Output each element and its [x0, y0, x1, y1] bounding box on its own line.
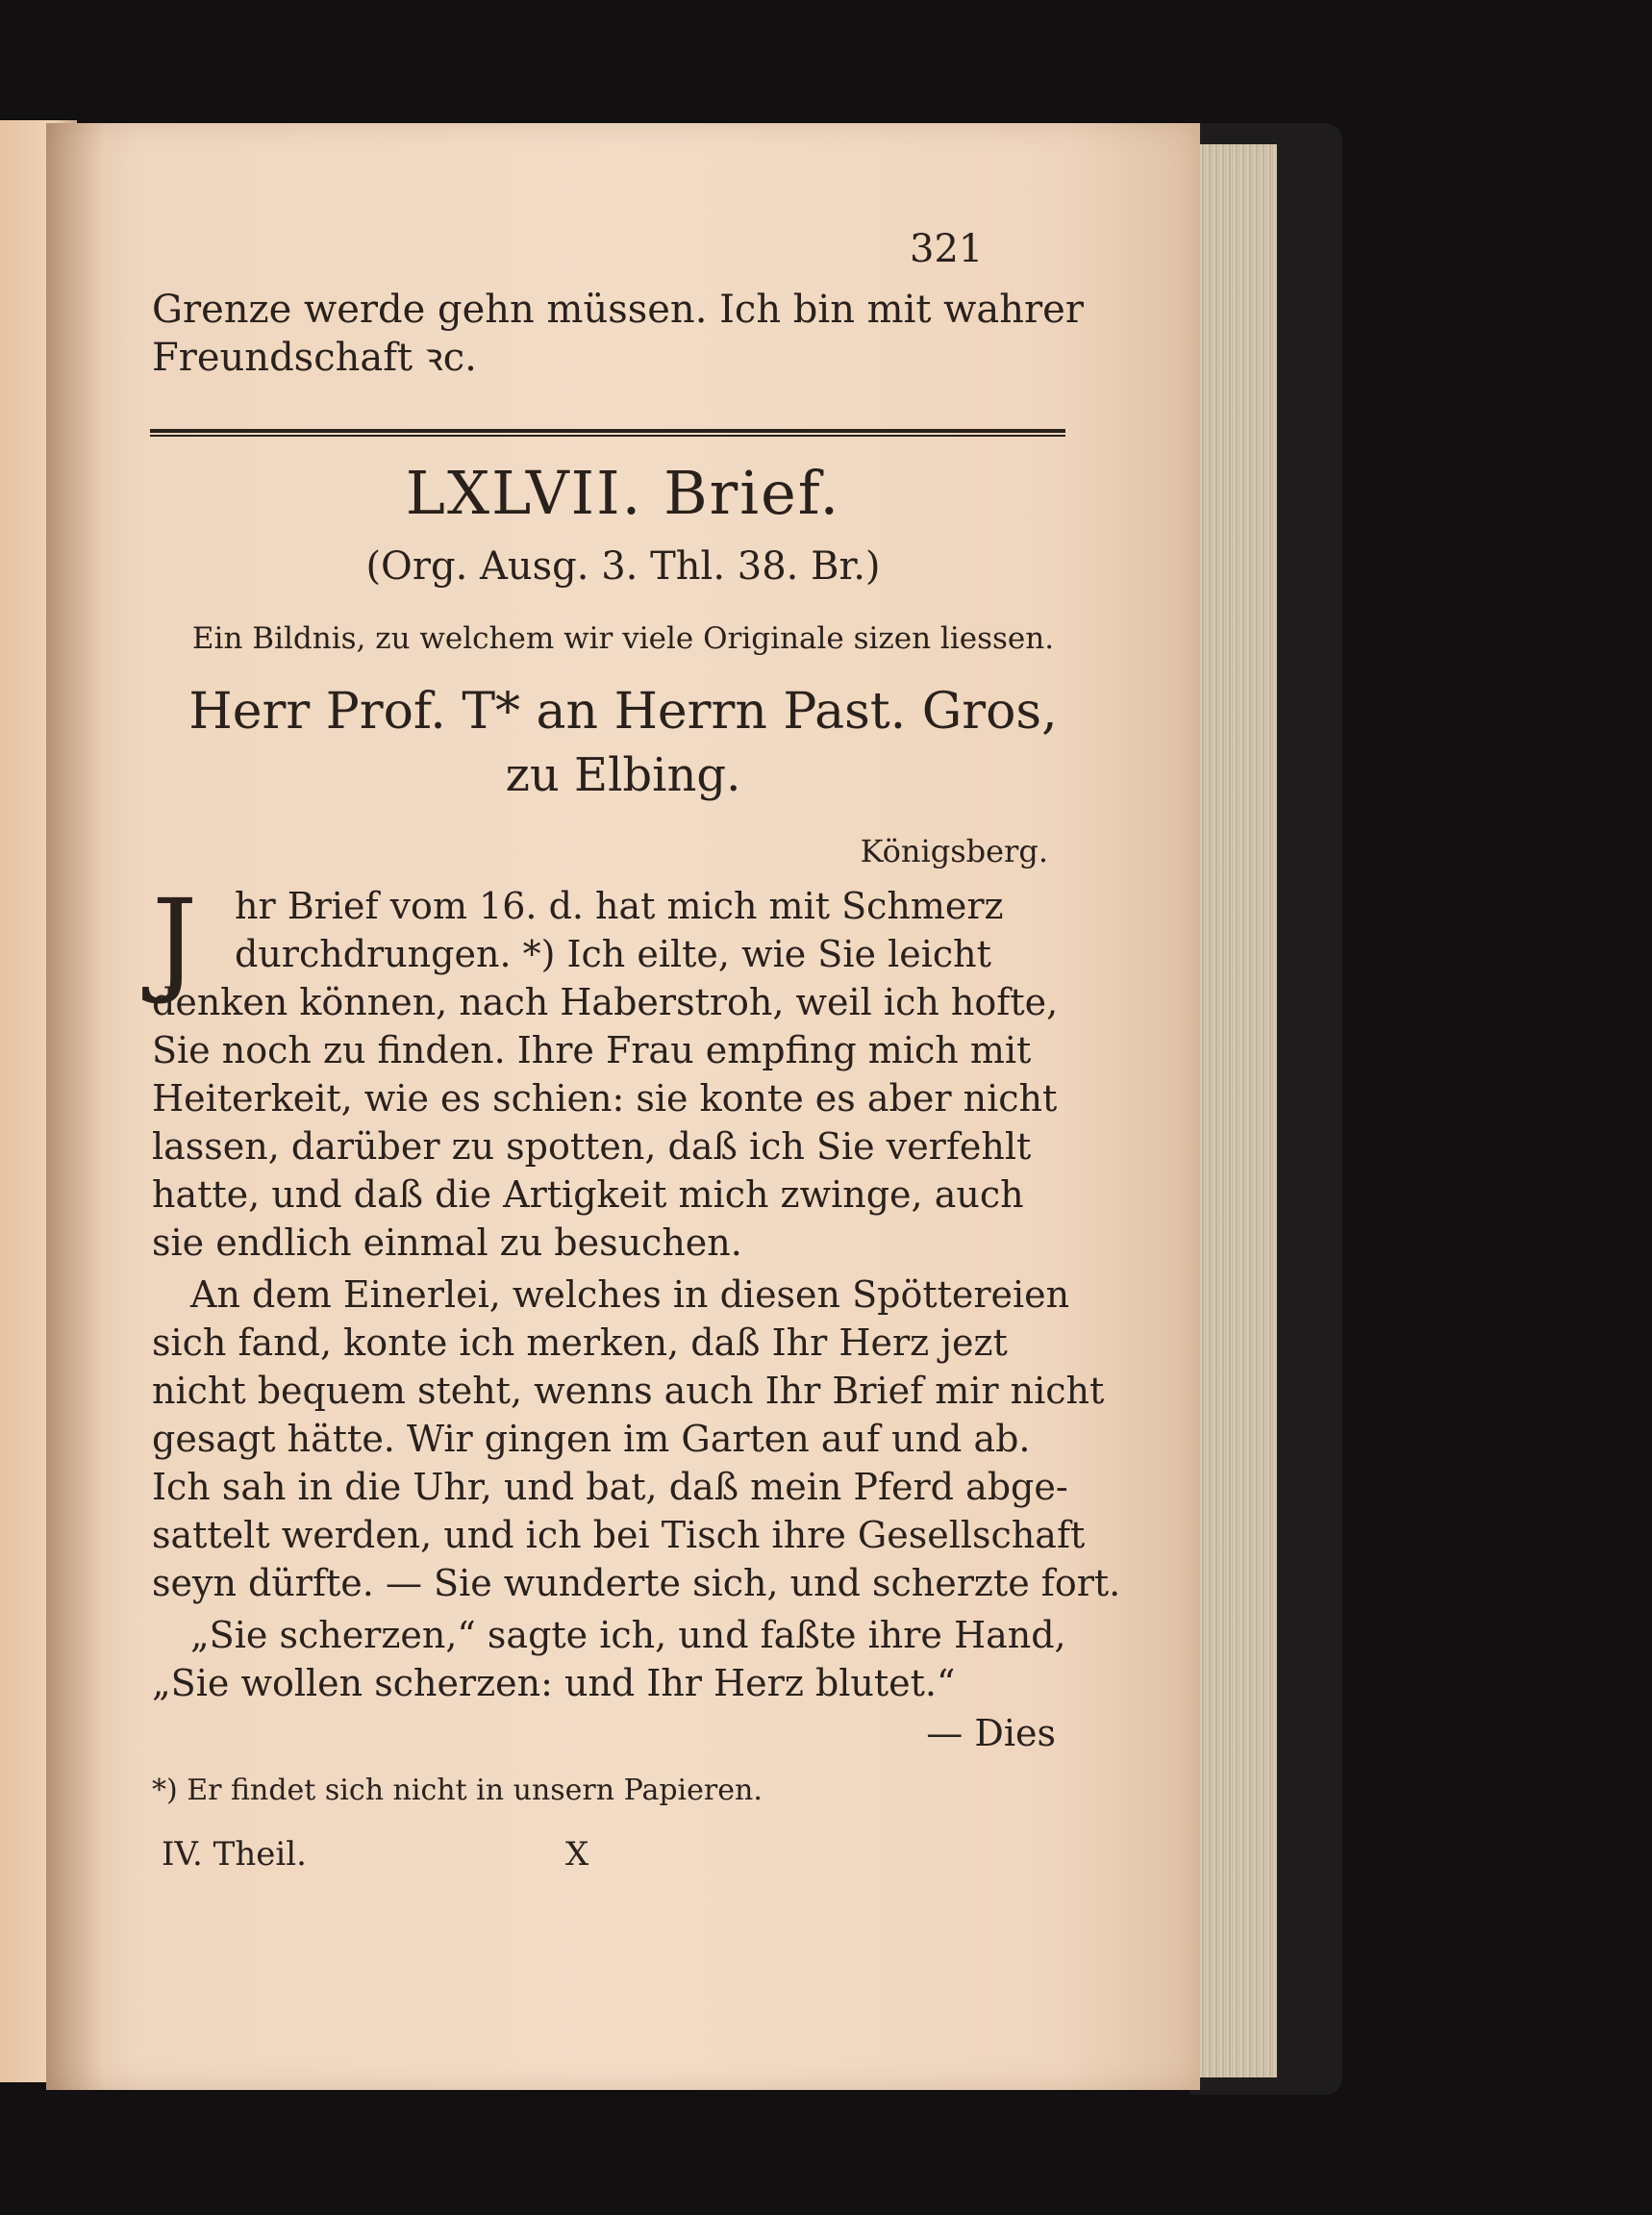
letter-line: Heiterkeit, wie es schien: sie konte es aber nicht	[152, 1077, 1058, 1120]
chapter-reference: (Org. Ausg. 3. Thl. 38. Br.)	[365, 544, 881, 589]
letter-line: gesagt hätte. Wir gingen im Garten auf und ab.	[152, 1418, 1031, 1460]
letter-line: „Sie scherzen,“ sagte ich, und faßte ihre Hand,	[190, 1614, 1066, 1656]
letter-heading-place: zu Elbing.	[505, 748, 741, 802]
letter-line: Ich sah in die Uhr, und bat, daß mein Pferd abge-	[152, 1466, 1068, 1508]
letter-line: durchdrungen. *) Ich eilte, wie Sie leicht	[235, 933, 991, 975]
volume-signature: IV. Theil.	[162, 1835, 307, 1874]
intro-line-1: Grenze werde gehn müssen. Ich bin mit wahrer	[152, 288, 1084, 332]
letter-line: denken können, nach Haberstroh, weil ich hofte,	[152, 981, 1059, 1023]
letter-line: sattelt werden, und ich bei Tisch ihre Gesellschaft	[152, 1514, 1086, 1556]
gutter-shadow	[46, 123, 104, 2090]
book-page	[46, 123, 1200, 2090]
chapter-subtitle: Ein Bildnis, zu welchem wir viele Originale sizen liessen.	[191, 621, 1055, 656]
page-number: 321	[910, 227, 984, 271]
letter-line: An dem Einerlei, welches in diesen Spöttereien	[190, 1273, 1070, 1316]
drop-cap: J	[152, 874, 198, 1007]
section-rule	[150, 429, 1065, 437]
letter-heading: Herr Prof. T* an Herrn Past. Gros,	[188, 683, 1058, 741]
footnote: *) Er findet sich nicht in unsern Papieren.	[152, 1774, 763, 1807]
signature-mark: X	[565, 1835, 589, 1874]
letter-line-first: hr Brief vom 16. d. hat mich mit Schmerz	[235, 885, 1004, 927]
intro-line-2: Freundschaft ꝛc.	[152, 336, 477, 380]
letter-line: nicht bequem steht, wenns auch Ihr Brief mir nicht	[152, 1370, 1105, 1412]
letter-line: lassen, darüber zu spotten, daß ich Sie verfehlt	[152, 1125, 1032, 1168]
letter-line: sie endlich einmal zu besuchen.	[152, 1221, 742, 1264]
catchword: — Dies	[926, 1712, 1056, 1754]
letter-line: „Sie wollen scherzen: und Ihr Herz blutet.“	[152, 1662, 956, 1704]
letter-line: hatte, und daß die Artigkeit mich zwinge, auch	[152, 1173, 1024, 1216]
letter-line: Sie noch zu finden. Ihre Frau empfing mich mit	[152, 1029, 1032, 1071]
letter-line: seyn dürfte. — Sie wunderte sich, und scherzte fort.	[152, 1562, 1121, 1604]
chapter-title: LXLVII. Brief.	[405, 458, 841, 528]
letter-place: Königsberg.	[860, 833, 1048, 869]
letter-line: sich fand, konte ich merken, daß Ihr Herz jezt	[152, 1321, 1008, 1364]
